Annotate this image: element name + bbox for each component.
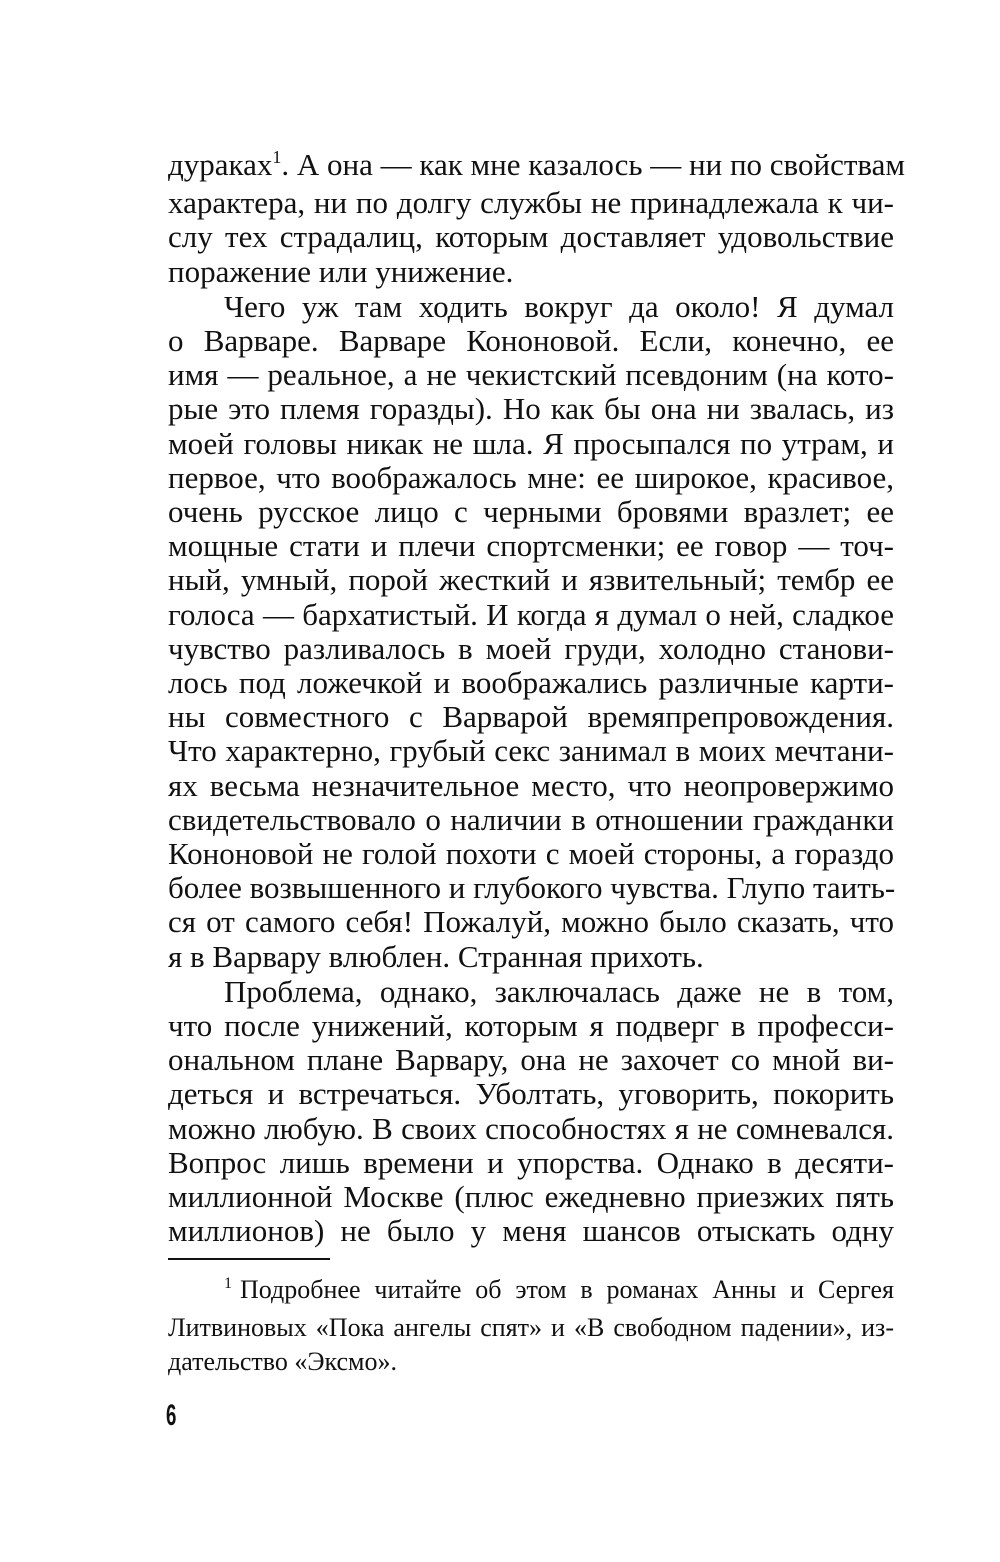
text-line: лось под ложечкой и воображались различные карти-	[168, 665, 894, 701]
text-line: можно любую. В своих способностях я не сомневался.	[168, 1110, 894, 1146]
text-line: что после унижений, которым я подверг в професси-	[168, 1008, 894, 1044]
footnote-line: дательство «Эксмо».	[168, 1347, 397, 1376]
paragraph-1	[168, 147, 905, 289]
text-line: Чего уж там ходить вокруг да около! Я думал	[224, 288, 894, 324]
text-line: характера, ни по долгу службы не принадлежала к чи-	[168, 185, 894, 221]
text-line: голоса — бархатистый. И когда я думал о ней, сладкое	[168, 596, 894, 632]
footnote-line	[168, 1273, 894, 1311]
text-line: моей головы никак не шла. Я просыпался по утрам, и	[168, 425, 894, 461]
text-line: Что характерно, грубый секс занимал в моих мечтани-	[168, 733, 894, 769]
text-line: Вопрос лишь времени и упорства. Однако в десяти-	[168, 1144, 894, 1180]
footnote	[168, 1273, 894, 1379]
text-line: более возвышенного и глубокого чувства. Глупо таить-	[168, 870, 896, 906]
text-line: Проблема, однако, заключалась даже не в том,	[224, 973, 894, 1009]
text-line	[168, 147, 905, 186]
main-text	[168, 147, 905, 1249]
text-line: имя — реальное, а не чекистский псевдоним (на кото-	[168, 357, 894, 393]
text-line: чувство разливалось в моей груди, холодно станови-	[168, 630, 894, 666]
text-line: Кононовой не голой похоти с моей стороны, а гораздо	[168, 836, 894, 872]
text-line: свидетельствовало о наличии в отношении гражданки	[168, 801, 894, 837]
paragraph-3	[168, 975, 894, 1249]
text-line: миллионной Москве (плюс ежедневно приезжих пять	[168, 1179, 894, 1215]
text-line: ны совместного с Варварой времяпрепровождения.	[168, 699, 894, 735]
text-fragment: . А она — как мне казалось — ни по свойствам	[281, 147, 905, 182]
text-line: слу тех страдалиц, которым доставляет удовольствие	[168, 219, 894, 255]
text-fragment: дураках	[168, 147, 273, 182]
text-fragment: Подробнее читайте об этом в романах Анны и Сергея	[240, 1275, 894, 1304]
page-number: 6	[166, 1399, 177, 1432]
text-line: деться и встречаться. Уболтать, уговорить, покорить	[168, 1076, 894, 1112]
text-line: ный, умный, порой жесткий и язвительный; тембр ее	[168, 562, 894, 598]
text-line: поражение или унижение.	[168, 253, 514, 289]
text-line: ся от самого себя! Пожалуй, можно было сказать, что	[168, 904, 894, 940]
text-line: я в Варвару влюблен. Странная прихоть.	[168, 938, 704, 974]
text-line: рые это племя горазды). Но как бы она ни звалась, из	[168, 391, 894, 427]
text-line: миллионов) не было у меня шансов отыскать одну	[168, 1213, 894, 1249]
text-line: мощные стати и плечи спортсменки; ее говор — точ-	[168, 528, 894, 564]
text-line: о Варваре. Варваре Кононовой. Если, конечно, ее	[168, 323, 894, 359]
footnote-line: Литвиновых «Пока ангелы спят» и «В свободном падении», из-	[168, 1313, 894, 1342]
footnote-divider	[168, 1258, 330, 1260]
footnote-reference[interactable]: 1	[272, 147, 282, 167]
text-line: ональном плане Варвару, она не захочет со мной ви-	[168, 1042, 894, 1078]
footnote-marker: 1	[224, 1275, 232, 1292]
text-line: первое, что воображалось мне: ее широкое, красивое,	[168, 459, 894, 495]
text-line: ях весьма незначительное место, что неопровержимо	[168, 767, 894, 803]
text-line: очень русское лицо с черными бровями вразлет; ее	[168, 494, 894, 530]
paragraph-2	[168, 290, 894, 974]
